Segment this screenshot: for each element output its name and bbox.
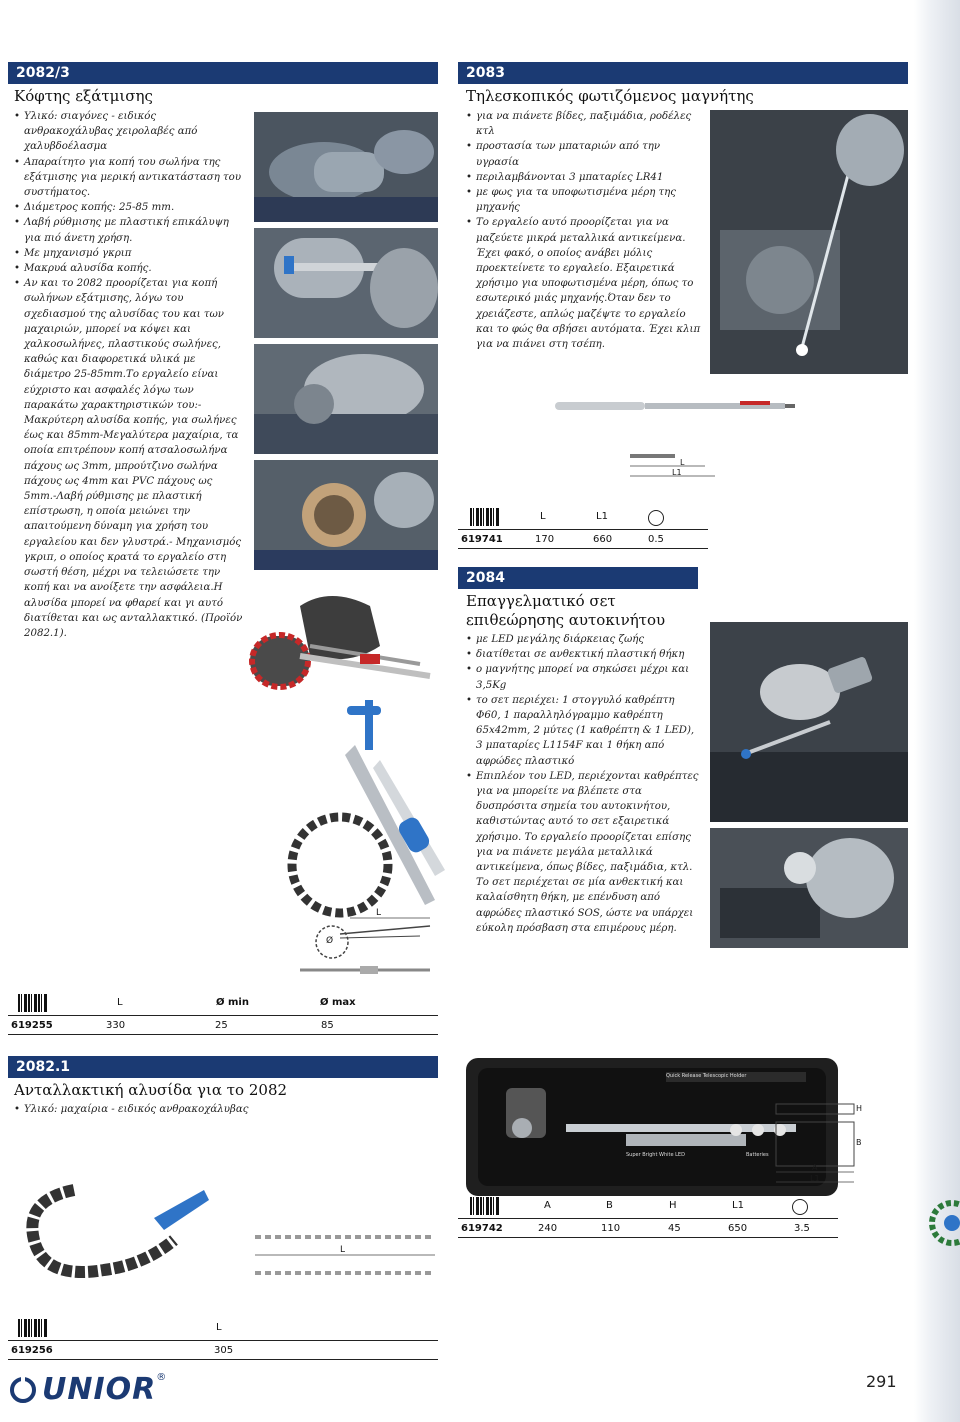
spec-table-2083 bbox=[458, 507, 708, 549]
section-code-2082-1: 2082.1 bbox=[8, 1056, 438, 1078]
bullet-item: • Το εργαλείο αυτό προορίζεται για να μαζεύετε μικρά μεταλλικά αντικείμενα. Έχει φακό, ο οποίος ανάβει μόλις προεκτείνετε το εργαλείο. Εξαιρετικά χρήσιμο για υποφωτισμένα μέρη, όπως το εσωτερικό μιάς μηχανής.Όταν δεν το χρειάζεστε, απλώς μαζέψτε το εργαλείο και το φώς θα σβήσει αυτόματα. Έχει κλιπ για να πιάνει στη τσέπη. bbox=[466, 215, 701, 352]
barcode-icon bbox=[18, 994, 48, 1012]
dim-label-L: L bbox=[340, 1245, 346, 1255]
table-cell: 650 bbox=[728, 1223, 748, 1234]
table-cell: 330 bbox=[106, 1020, 126, 1031]
bullet-list-2082-3 bbox=[14, 109, 244, 641]
drawing-spare-chain bbox=[14, 1170, 214, 1290]
brand-name: UNIOR bbox=[42, 1372, 157, 1407]
bullet-item: • Υλικό: σιαγόνες - ειδικός ανθρακοχάλυβας χειρολαβές από χαλυβδοέλασμα bbox=[14, 109, 244, 155]
dim-label-L: L bbox=[376, 908, 382, 918]
photo-inspection-car bbox=[710, 622, 908, 822]
photo-cutter-in-use-3 bbox=[254, 344, 438, 454]
spec-table-2084 bbox=[458, 1196, 838, 1238]
section-code-2082-3: 2082/3 bbox=[8, 62, 438, 84]
table-cell: 45 bbox=[668, 1223, 681, 1234]
product-code: 619255 bbox=[11, 1020, 53, 1031]
photo-cutter-in-use-2 bbox=[254, 228, 438, 338]
barcode-icon bbox=[470, 1197, 500, 1215]
dim-label-L1: L1 bbox=[672, 468, 682, 477]
dim-label-H: H bbox=[856, 1104, 863, 1113]
unior-logo bbox=[10, 1372, 166, 1407]
bullet-item: • με LED μεγάλης διάρκειας ζωής bbox=[466, 632, 701, 647]
table-cell: 240 bbox=[538, 1223, 558, 1234]
section-title-2082-1: Ανταλλακτική αλυσίδα για το 2082 bbox=[14, 1081, 288, 1099]
col-header: L bbox=[216, 1322, 222, 1333]
table-cell: 110 bbox=[601, 1223, 621, 1234]
bullet-item: • Μακρυά αλυσίδα κοπής. bbox=[14, 261, 244, 276]
photo-inspection-engine bbox=[710, 828, 908, 948]
table-cell: 0.5 bbox=[648, 534, 664, 545]
section-code-2084: 2084 bbox=[458, 567, 698, 589]
drawing-cutter-with-chain bbox=[285, 700, 450, 930]
bullet-item: • Επιπλέον του LED, περιέχονται καθρέπτες για να μπορείτε να βλέπετε στα δυσπρόσιτα σημεία του αυτοκινήτου, καθιστώντας αυτό το σετ εξαιρετικά χρήσιμο. Το εργαλείο προορίζεται επίσης για να πιάνετε μεγάλα μεταλλικά αντικείμενα, όπως βίδες, παξιμάδια, κτλ. Το σετ περιέχεται σε μία ανθεκτική και καλαίσθητη θήκη, με επένδυση από αφρώδες πλαστικό SOS, ώστε να υπάρχει εύκολη πρόσβαση στα επιμέρους μέρη. bbox=[466, 769, 701, 936]
col-header: L1 bbox=[732, 1200, 744, 1211]
dimension-sketch-2083 bbox=[620, 448, 720, 482]
section-title-2082-3: Κόφτης εξάτμισης bbox=[14, 87, 153, 105]
bullet-list-2083 bbox=[466, 109, 701, 352]
section-title-2084: Επαγγελματικό σετ επιθεώρησης αυτοκινήτου bbox=[466, 592, 666, 629]
bullet-item: • Αν και το 2082 προορίζεται για κοπή σωλήνων εξάτμισης, λόγω του σχεδιασμού της αλυσίδας του και των μαχαιριών, μπορεί να κόψει και χαλκοσωλήνες, πλαστικούς σωλήνες, καθώς και διαφορετικά υλικά με διάμετρο 25-85mm.Το εργαλείο είναι εύχριστο και ασφαλές λόγω των παρακάτω χαρακτηριστικών του:- Μακρύτερη αλυσίδα κοπής, για σωλήνες έως και 85mm-Μεγαλύτερα μαχαίρια, τα οποία επιτρέπουν κοπή ατσαλοσωλήνα πάχους ως 3mm, μπρούτζινο σωλήνα πάχους ως 4mm και PVC πάχους ως 5mm.-Λαβή ρύθμισης με πλαστική επίστρωση, η οποία μειώνει την απαιτούμενη δύναμη για χρήση του εργαλείου και δεν γλυστρά.- Μηχανισμός γκριπ, ο οποίος κρατά το εργαλείο στη σωστή θέση, μέχρι να τελειώσετε την κοπή και να ανοίξετε την ασφάλεια.Η αλυσίδα μπορεί να φθαρεί και γι αυτό διατίθεται και ως ανταλλακτικό. (Προϊόν 2082.1). bbox=[14, 276, 244, 641]
photo-magnet-engine bbox=[710, 110, 908, 374]
case-label: Super Bright White LED bbox=[626, 1152, 685, 1158]
bullet-item: • το σετ περιέχει: 1 στογγυλό καθρέπτη Φ60, 1 παραλληλόγραμμο καθρέπτη 65x42mm, 2 μύτες (1 καθρέπτη & 1 LED), 3 μπαταρίες L1154F και 1 θήκη από αφρώδες πλαστικό bbox=[466, 693, 701, 769]
spec-table-2082-1 bbox=[8, 1318, 438, 1360]
drawing-cutter-on-pipe bbox=[240, 586, 440, 706]
case-label: Batteries bbox=[746, 1152, 769, 1158]
table-cell: 3.5 bbox=[794, 1223, 810, 1234]
bullet-list-2082-1 bbox=[14, 1102, 314, 1117]
bullet-item: • Διάμετρος κοπής: 25-85 mm. bbox=[14, 200, 244, 215]
col-header: L bbox=[540, 511, 546, 522]
col-header: A bbox=[544, 1200, 551, 1211]
section-title-2083: Τηλεσκοπικός φωτιζόμενος μαγνήτης bbox=[466, 87, 754, 105]
product-code: 619742 bbox=[461, 1223, 503, 1234]
bullet-item: • Λαβή ρύθμισης με πλαστική επικάλυψη για πιό άνετη χρήση. bbox=[14, 215, 244, 245]
spec-table-2082-3 bbox=[8, 993, 438, 1035]
photo-cutter-in-use-1 bbox=[254, 112, 438, 222]
bullet-item: • με φως για τα υποφωτισμένα μέρη της μηχανής bbox=[466, 185, 701, 215]
col-header: L bbox=[117, 997, 123, 1008]
table-cell: 305 bbox=[214, 1345, 234, 1356]
product-code: 619741 bbox=[461, 534, 503, 545]
bullet-item: • διατίθεται σε ανθεκτική πλαστική θήκη bbox=[466, 647, 701, 662]
dim-label-A: A bbox=[812, 1163, 818, 1172]
logo-mark-icon bbox=[10, 1377, 36, 1403]
dim-label-B: B bbox=[856, 1138, 862, 1147]
weight-icon bbox=[792, 1199, 808, 1215]
col-header: Ø min bbox=[216, 997, 249, 1008]
table-cell: 25 bbox=[215, 1020, 228, 1031]
table-cell: 85 bbox=[321, 1020, 334, 1031]
section-code-2083: 2083 bbox=[458, 62, 908, 84]
barcode-icon bbox=[470, 508, 500, 526]
col-header: L1 bbox=[596, 511, 608, 522]
registered-mark: ® bbox=[156, 1372, 167, 1383]
bullet-item: • προστασία των μπαταριών από την υγρασία bbox=[466, 139, 701, 169]
bullet-list-2084 bbox=[466, 632, 701, 936]
weight-icon bbox=[648, 510, 664, 526]
table-cell: 660 bbox=[593, 534, 613, 545]
bullet-item: • Απαραίτητο για κοπή του σωλήνα της εξάτμισης για μερική αντικατάσταση του συστήματος. bbox=[14, 155, 244, 201]
table-cell: 170 bbox=[535, 534, 555, 545]
product-code: 619256 bbox=[11, 1345, 53, 1356]
col-header: Ø max bbox=[320, 997, 356, 1008]
drawing-cutter-side bbox=[300, 962, 438, 978]
barcode-icon bbox=[18, 1319, 48, 1337]
col-header: B bbox=[606, 1200, 613, 1211]
drawing-magnet-pen bbox=[550, 395, 800, 417]
col-header: H bbox=[669, 1200, 677, 1211]
photo-cutter-in-use-4 bbox=[254, 460, 438, 570]
dim-label-diameter: Ø bbox=[326, 936, 334, 946]
case-label: Quick Release Telescopic Holder bbox=[666, 1073, 747, 1079]
bullet-item: • για να πιάνετε βίδες, παξιμάδια, ροδέλες κτλ bbox=[466, 109, 701, 139]
dimension-sketch-2082-1 bbox=[250, 1225, 440, 1285]
gear-icon bbox=[922, 1198, 960, 1248]
dim-label-L1: L1 bbox=[810, 1174, 820, 1183]
dim-label-L: L bbox=[680, 458, 685, 467]
page-number: 291 bbox=[866, 1372, 897, 1391]
bullet-item: • περιλαμβάνονται 3 μπαταρίες LR41 bbox=[466, 170, 701, 185]
bullet-item: • Με μηχανισμό γκριπ bbox=[14, 246, 244, 261]
bullet-item: • Υλικό: μαχαίρια - ειδικός ανθρακοχάλυβας bbox=[14, 1102, 314, 1117]
bullet-item: • ο μαγνήτης μπορεί να σηκώσει μέχρι και 3,5Kg bbox=[466, 662, 701, 692]
dimension-sketch-2084 bbox=[770, 1098, 870, 1188]
